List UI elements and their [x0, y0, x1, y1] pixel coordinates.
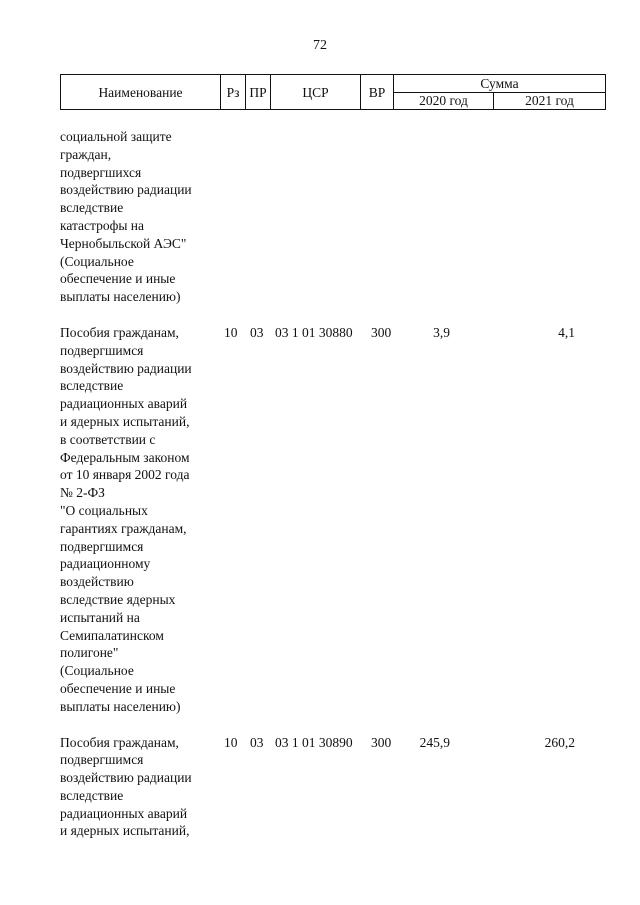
row-csr: 03 1 01 30890: [275, 734, 353, 750]
header-year-2020: 2020 год: [394, 92, 494, 110]
budget-table-header: [60, 74, 606, 110]
row-sum-2020: 3,9: [433, 324, 450, 340]
table-row: [60, 128, 615, 306]
row-pr: 03: [250, 734, 264, 750]
header-rz: Рз: [221, 75, 246, 110]
budget-table-body: [60, 128, 615, 840]
row-sum-2021: 4,1: [558, 324, 575, 340]
row-rz: 10: [224, 734, 238, 750]
row-sum-2021: 260,2: [544, 734, 575, 750]
header-name: Наименование: [61, 75, 221, 110]
header-sum: Сумма: [394, 75, 606, 93]
row-rz: 10: [224, 324, 238, 340]
row-csr: 03 1 01 30880: [275, 324, 353, 340]
header-year-2021: 2021 год: [494, 92, 606, 110]
row-name: социальной защите граждан, подвергшихся воздействию радиации вследствие катастрофы на Чернобыльской АЭС" (Социальное обеспечение и иные выплаты населению): [60, 129, 192, 305]
row-vr: 300: [371, 734, 392, 750]
row-pr: 03: [250, 324, 264, 340]
header-csr: ЦСР: [271, 75, 361, 110]
row-sum-2020: 245,9: [419, 734, 450, 750]
page-number: 72: [313, 38, 327, 53]
row-name: Пособия гражданам, подвергшимся воздействию радиации вследствие радиационных аварий и ядерных испытаний,: [60, 734, 192, 839]
header-pr: ПР: [246, 75, 271, 110]
row-name: Пособия гражданам, подвергшимся воздействию радиации вследствие радиационных аварий и ядерных испытаний, в соответствии с Федеральным законом от 10 января 2002 года № 2-ФЗ "О социальных гарантиях гражданам, подвергшимся радиационному воздействию вследствие ядерных испытаний на Семипалатинском полигоне" (Социальное обеспечение и иные выплаты населению): [60, 324, 192, 714]
table-row: [60, 324, 615, 716]
row-vr: 300: [371, 324, 392, 340]
table-row: [60, 734, 615, 841]
header-vr: ВР: [361, 75, 394, 110]
